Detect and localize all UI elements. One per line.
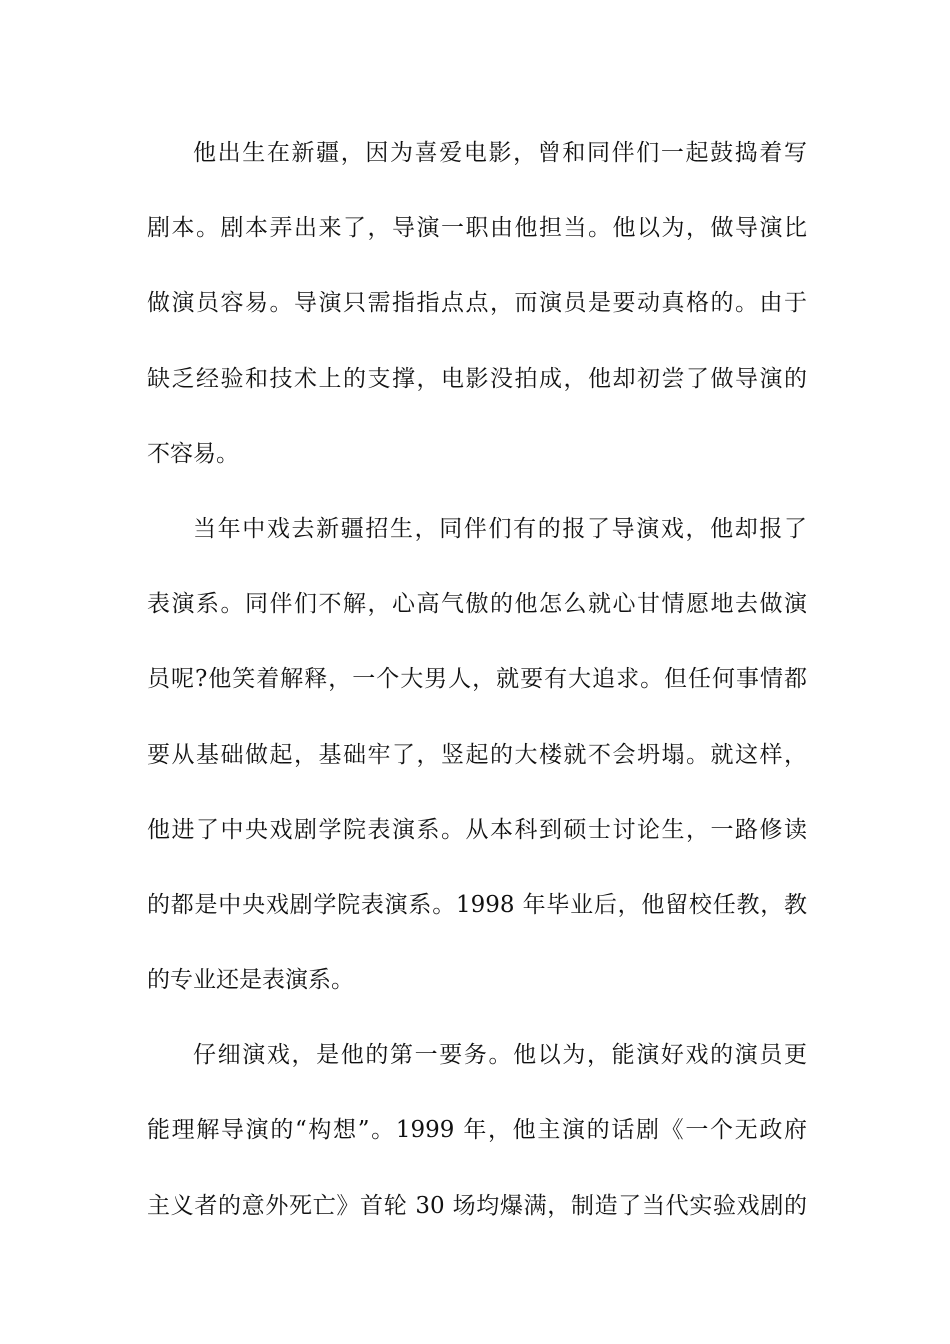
paragraph-3-line-2: 能理解导演的“构想”。1999 年，他主演的话剧《一个无政府	[147, 1117, 807, 1144]
body-text	[147, 130, 807, 1258]
paragraph-1-line-5: 不容易。	[147, 440, 239, 467]
paragraph-3-line-3: 主义者的意外死亡》首轮 30 场均爆满，制造了当代实验戏剧的	[147, 1192, 807, 1219]
paragraph-2-line-7: 的专业还是表演系。	[147, 967, 354, 994]
paragraph-2-line-2: 表演系。同伴们不解，心高气傲的他怎么就心甘情愿地去做演	[147, 591, 807, 618]
paragraph-2-line-1: 当年中戏去新疆招生，同伴们有的报了导演戏，他却报了	[193, 515, 807, 542]
paragraph-3-line-1: 仔细演戏，是他的第一要务。他以为，能演好戏的演员更	[193, 1042, 807, 1069]
paragraph-1-line-4: 缺乏经验和技术上的支撑，电影没拍成，他却初尝了做导演的	[147, 365, 807, 392]
paragraph-2-line-3: 员呢?他笑着解释，一个大男人，就要有大追求。但任何事情都	[147, 666, 807, 693]
paragraph-1-line-2: 剧本。剧本弄出来了，导演一职由他担当。他以为，做导演比	[147, 215, 807, 242]
paragraph-1-line-3: 做演员容易。导演只需指指点点，而演员是要动真格的。由于	[147, 290, 807, 317]
paragraph-2-line-6: 的都是中央戏剧学院表演系。1998 年毕业后，他留校任教，教	[147, 891, 807, 918]
paragraph-1-line-1: 他出生在新疆，因为喜爱电影，曾和同伴们一起鼓捣着写	[193, 140, 807, 166]
paragraph-2-line-5: 他进了中央戏剧学院表演系。从本科到硕士讨论生，一路修读	[147, 816, 807, 843]
paragraph-2-line-4: 要从基础做起，基础牢了，竖起的大楼就不会坍塌。就这样，	[147, 741, 807, 768]
